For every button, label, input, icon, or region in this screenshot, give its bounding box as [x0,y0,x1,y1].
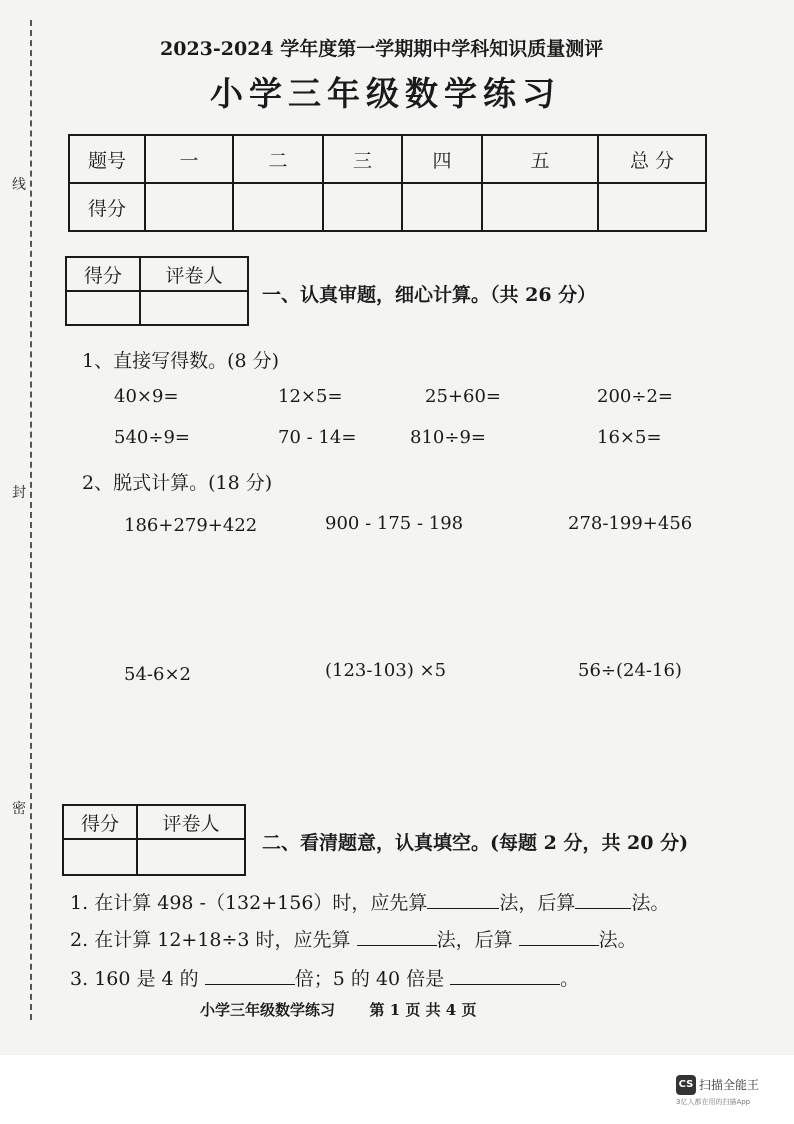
section1-q1-label: 1、直接写得数。(8 分) [82,350,280,372]
score-cell-5[interactable] [482,183,598,231]
footer-page-number: 第 1 页 共 4 页 [369,1001,477,1019]
q1-item-6: 70 - 14= [278,427,357,448]
binding-char-xian: 线 [12,172,26,196]
section2-q2 [70,925,637,952]
binding-line [30,20,32,1020]
score-header-2: 二 [233,135,323,183]
camscanner-logo-icon: CS [676,1075,696,1095]
section2-q3-text-b: 倍；5 的 40 倍是 [294,968,445,990]
q2-item-2: 900 - 175 - 198 [325,513,464,534]
q1-item-4: 200÷2= [597,386,673,407]
section2-q3-text-c: 。 [560,968,580,990]
section2-grader-cell[interactable] [137,839,245,875]
section1-grader-box [65,256,249,326]
section2-q2-blank-2[interactable] [519,927,599,946]
section1-title: 一、认真审题，细心计算。（共 26 分） [262,284,597,306]
footer-subject: 小学三年级数学练习 [200,1001,336,1019]
q1-item-7: 810÷9= [410,427,486,448]
exam-title: 小学三年级数学练习 [210,74,561,113]
section2-q2-num: 2. [70,929,89,951]
q1-item-2: 12×5= [278,386,343,407]
section2-q3-blank-2[interactable] [450,966,560,985]
section2-q1-blank-1[interactable] [427,890,499,909]
camscanner-slogan: 3亿人都在用的扫描App [676,1098,751,1106]
score-header-4: 四 [402,135,482,183]
section2-q2-text-a: 在计算 12+18÷3 时，应先算 [94,929,351,951]
q2-item-3: 278-199+456 [568,513,693,534]
score-table-score-row [69,183,706,231]
score-header-1: 一 [145,135,233,183]
q1-item-5: 540÷9= [114,427,190,448]
camscanner-name: 扫描全能王 [699,1078,760,1092]
score-cell-1[interactable] [145,183,233,231]
section2-q3-blank-1[interactable] [205,966,295,985]
score-cell-4[interactable] [402,183,482,231]
q2-item-6: 56÷(24-16) [578,660,682,681]
score-header-3: 三 [323,135,402,183]
section2-q1-text-a: 在计算 498 -（132+156）时，应先算 [94,892,428,914]
score-cell-total[interactable] [598,183,706,231]
q2-item-4: 54-6×2 [124,664,191,685]
section1-score-label: 得分 [66,257,140,291]
exam-subtitle: 2023-2024 学年度第一学期期中学科知识质量测评 [160,38,604,60]
page-footer [200,999,476,1020]
section2-q3 [70,964,579,991]
score-cell-3[interactable] [323,183,402,231]
q1-item-1: 40×9= [114,386,179,407]
score-header-total: 总 分 [598,135,706,183]
section2-q1-num: 1. [70,892,89,914]
section2-score-cell[interactable] [63,839,137,875]
section2-grader-box [62,804,246,876]
section2-grader-label: 评卷人 [137,805,245,839]
section2-q3-num: 3. [70,968,89,990]
section2-q2-blank-1[interactable] [357,927,437,946]
section1-q2-label: 2、脱式计算。(18 分) [82,472,273,494]
section2-title: 二、看清题意，认真填空。(每题 2 分，共 20 分) [262,832,689,854]
q1-item-8: 16×5= [597,427,662,448]
binding-char-mi: 密 [12,796,26,820]
score-row-label: 得分 [69,183,145,231]
section2-score-label: 得分 [63,805,137,839]
score-table-header-row [69,135,706,183]
q2-item-1: 186+279+422 [124,515,258,536]
section2-q2-text-b: 法，后算 [436,929,513,951]
binding-char-feng: 封 [12,480,26,504]
section2-q3-text-a: 160 是 4 的 [94,968,199,990]
q2-item-5: (123-103) ×5 [325,660,447,681]
q1-item-3: 25+60= [425,386,501,407]
section1-grader-cell[interactable] [140,291,248,325]
score-header-label: 题号 [69,135,145,183]
section2-q1-blank-2[interactable] [575,890,631,909]
score-header-5: 五 [482,135,598,183]
score-table [68,134,707,232]
section2-q2-text-c: 法。 [598,929,637,951]
score-cell-2[interactable] [233,183,323,231]
section2-q1 [70,888,669,915]
section1-grader-label: 评卷人 [140,257,248,291]
section2-q1-text-b: 法，后算 [499,892,576,914]
section1-score-cell[interactable] [66,291,140,325]
section2-q1-text-c: 法。 [631,892,670,914]
